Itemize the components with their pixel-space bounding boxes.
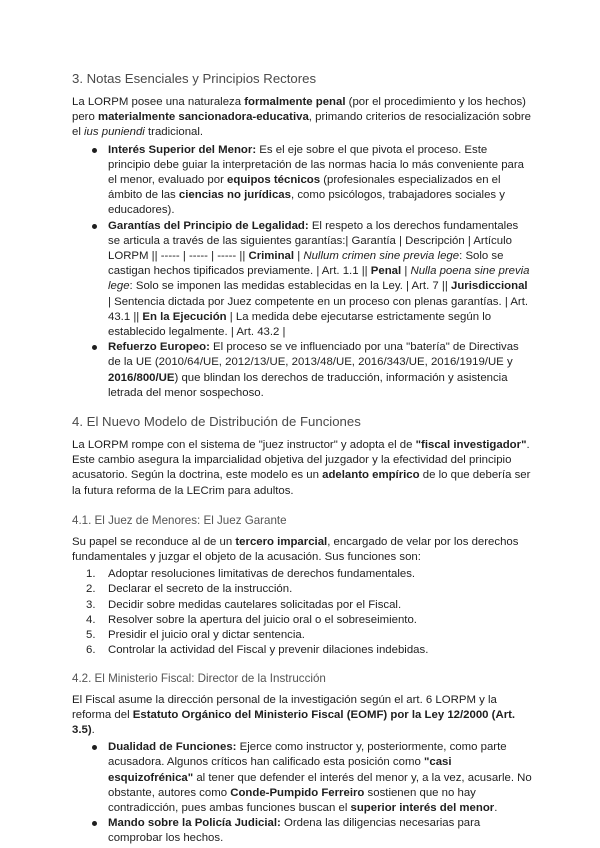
list-item-dualidad-funciones: Dualidad de Funciones: Ejerce como instructor y, posteriormente, como parte acusadora. Algunos críticos han calificado esta posición como "casi esquizofrénica" al tener que defender el interés del menor y, a la vez, acusarle. No obstante, autores como Conde-Pumpido Ferreiro sostienen que no hay contradicción, pues ambas funciones buscan el superior interés del menor. [108,740,532,816]
section-3-intro: La LORPM posee una naturaleza formalmente penal (por el procedimiento y los hechos) pero materialmente sancionadora-educativa, primando criterios de resocialización sobre el ius puniendi tradicional. [72,96,531,139]
list-item: 1. Adoptar resoluciones limitativas de derechos fundamentales. [86,568,416,581]
section-3-heading: 3. Notas Esenciales y Principios Rectores [72,71,317,86]
section-3-bullets [72,143,532,401]
section-4-1-intro: Su papel se reconduce al de un tercero imparcial, encargado de velar por los derechos fundamentales y juzgar el objeto de la acusación. Sus funciones son: [72,535,519,564]
list-item: 2. Declarar el secreto de la instrucción. [86,583,293,596]
list-item: 3. Decidir sobre medidas cautelares solicitadas por el Fiscal. [86,598,402,611]
document-page [72,70,532,847]
list-item: 6. Controlar la actividad del Fiscal y prevenir dilaciones indebidas. [86,644,429,657]
section-4-intro: La LORPM rompe con el sistema de "juez instructor" y adopta el de "fiscal investigador". Este cambio asegura la imparcialidad objetiva del juzgador y la efectividad del principio acusatorio. Según la doctrina, este modelo es un adelanto empírico de lo que debería ser la futura reforma de la LECrim para adultos. [72,439,531,497]
list-item: 5. Presidir el juicio oral y dictar sentencia. [86,629,305,642]
list-item-policia-judicial: Mando sobre la Policía Judicial: Ordena las diligencias necesarias para comprobar los hechos. [108,816,532,846]
section-4-heading: 4. El Nuevo Modelo de Distribución de Funciones [72,414,361,430]
list-item: 4. Resolver sobre la apertura del juicio oral o el sobreseimiento. [86,613,417,626]
list-item-garantias-legalidad: Garantías del Principio de Legalidad: El respeto a los derechos fundamentales se articula a través de las siguientes garantías:| Garantía | Descripción | Artículo LORPM || ----- | ----- | ----- || Criminal | Nullum crimen sine previa lege: Solo se castigan hechos tipificados previamente. | Art. 1.1 || Penal | Nulla poena sine previa lege: Solo se imponen las medidas establecidas en la Ley. | Art. 7 || Jurisdiccional | Sentencia dictada por Juez competente en un proceso con plenas garantías. | Art. 43.1 || En la Ejecución | La medida debe ejecutarse estrictamente según lo establecido legalmente. | Art. 43.2 | [108,219,532,341]
section-4-2-bullets [72,740,532,846]
section-4-1-heading: 4.1. El Juez de Menores: El Juez Garante [72,513,287,527]
list-item-interes-superior: Interés Superior del Menor: Es el eje sobre el que pivota el proceso. Este principio debe guiar la interpretación de las normas hacia lo más conveniente para el menor, evaluado por equipos técnicos (profesionales especializados en el ámbito de las ciencias no jurídicas, como psicólogos, trabajadores sociales y educadores). [108,143,532,219]
juez-functions-list [72,567,532,658]
section-4-2-intro: El Fiscal asume la dirección personal de la investigación según el art. 6 LORPM y la reforma del Estatuto Orgánico del Ministerio Fiscal (EOMF) por la Ley 12/2000 (Art. 3.5). [72,693,516,736]
list-item-refuerzo-europeo: Refuerzo Europeo: El proceso se ve influenciado por una "batería" de Directivas de la UE (2010/64/UE, 2012/13/UE, 2013/48/UE, 2016/343/UE, 2016/1919/UE y 2016/800/UE) que blindan los derechos de traducción, información y asistencia letrada del menor sospechoso. [108,340,532,401]
section-4-2-heading: 4.2. El Ministerio Fiscal: Director de la Instrucción [72,671,326,685]
